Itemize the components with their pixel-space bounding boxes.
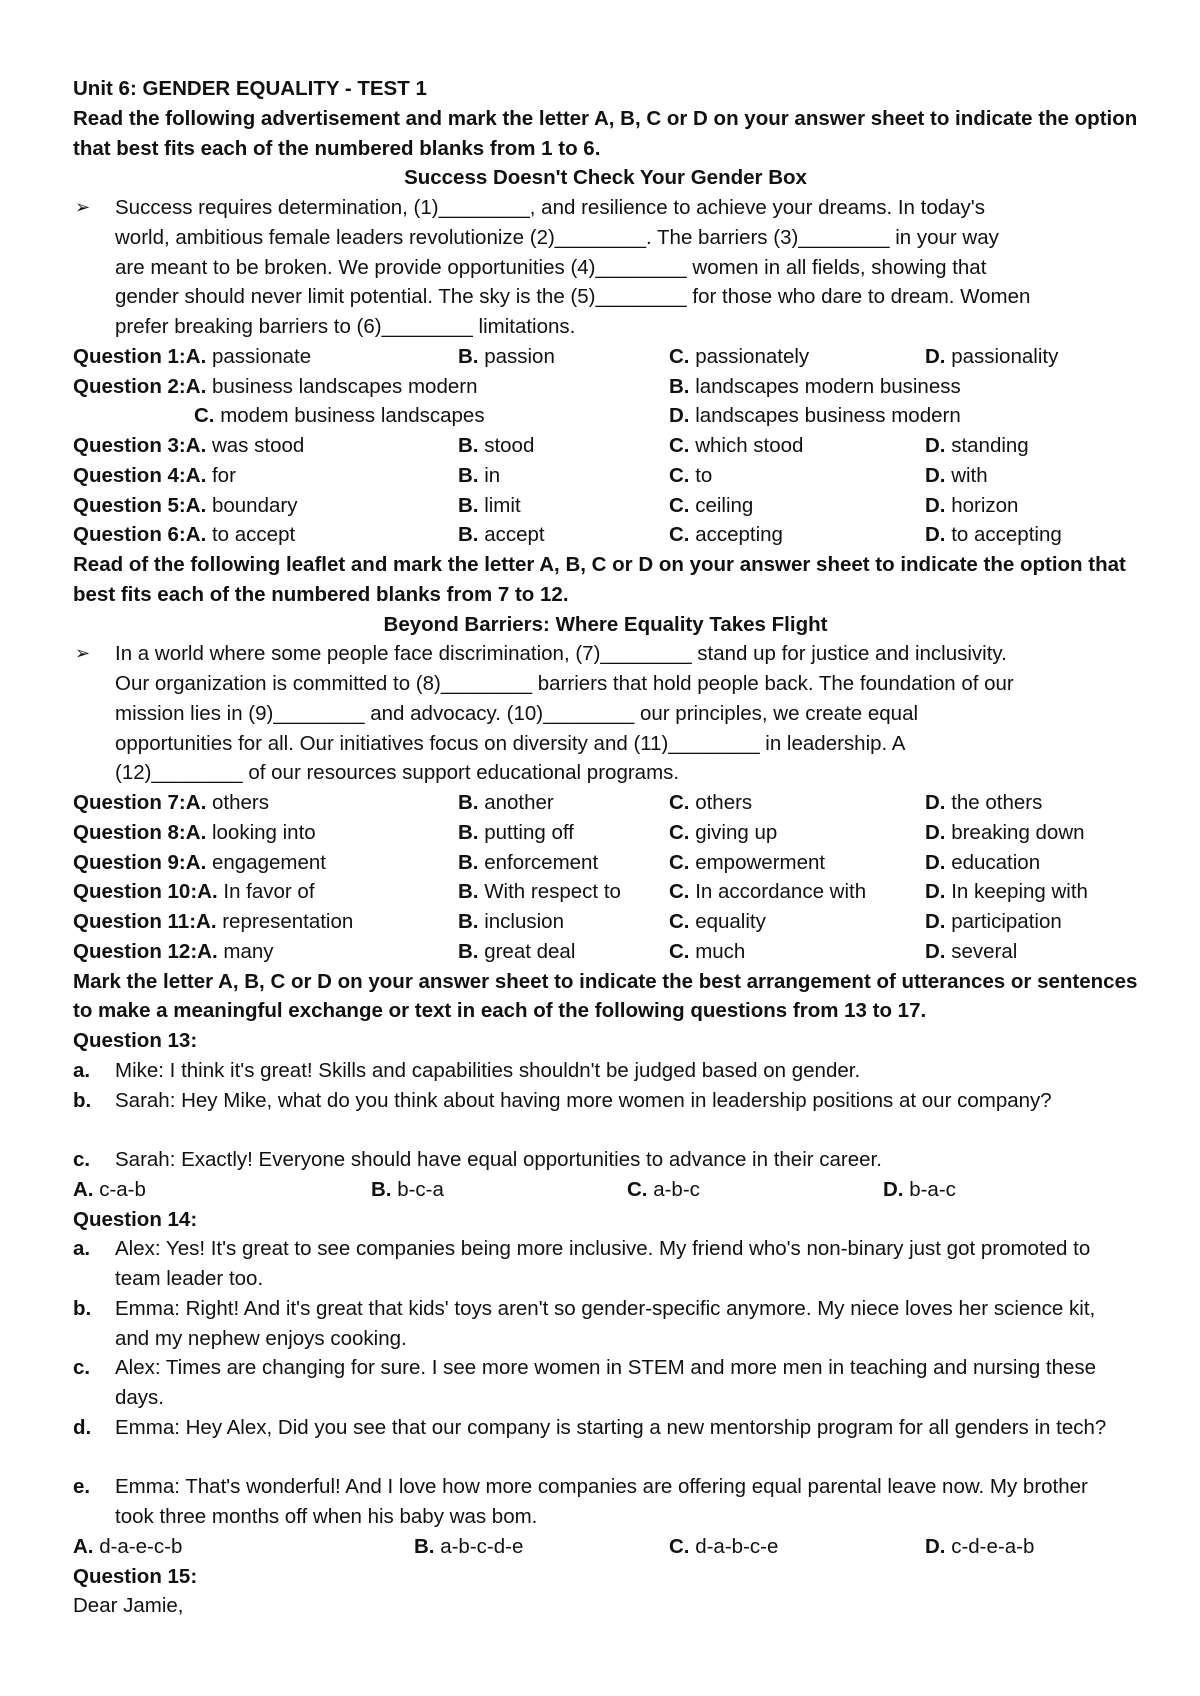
option-letter: A. [197,880,218,904]
option-letter: D. [925,820,946,844]
option-a: for [211,463,236,487]
option-c: d-a-b-c-e [695,1534,779,1558]
item-letter: c. [73,1356,91,1380]
option-letter: D. [925,344,946,368]
passage-line: (12)________ of our resources support educational programs. [115,761,680,785]
option-letter: A. [196,910,217,933]
option-a: passionate [211,344,312,368]
option-letter: B. [371,1177,392,1201]
option-letter: C. [669,493,690,517]
option-b: a-b-c-d-e [440,1534,524,1558]
option-letter: D. [925,493,946,517]
item-text: Emma: Hey Alex, Did you see that our company is starting a new mentorship program for all genders in tech? [115,1415,1107,1439]
list-item [73,1472,1138,1532]
option-letter: B. [458,939,479,963]
option-letter: D. [925,463,946,487]
question-row [73,788,1138,818]
option-b: enforcement [484,850,599,874]
question-label: Question 15: [73,1564,198,1588]
option-d: participation [951,910,1062,933]
option-b: great deal [484,939,576,963]
passage-line: In a world where some people face discrimination, (7)________ stand up for justice and inclusivity. [115,642,1007,666]
list-item [73,1234,1138,1294]
option-d: landscapes business modern [695,404,961,428]
question-label: Question 7: [73,791,186,814]
question-label: Question 13: [73,1029,198,1052]
option-letter: C. [669,463,690,487]
passage-2 [73,639,1138,788]
instruction-3: Mark the letter A, B, C or D on your answer sheet to indicate the best arrangement of utterances or sentences to make a meaningful exchange or text in each of the following questions from 13 to 17. [73,969,1138,1023]
question-row [73,461,1138,491]
passage-line: world, ambitious female leaders revolutionize (2)________. The barriers (3)________ in your way [115,225,999,249]
option-letter: C. [669,791,690,814]
arrow-bullet-icon: ➢ [75,197,91,217]
option-letter: D. [925,791,946,814]
passage-line: Success requires determination, (1)________, and resilience to achieve your dreams. In today's [115,196,985,219]
option-c: In accordance with [695,880,867,904]
option-letter: D. [925,434,946,457]
item-letter: a. [73,1237,91,1261]
option-letter: B. [458,850,479,874]
question-row [73,937,1138,967]
option-letter: B. [414,1534,435,1558]
option-letter: B. [458,820,479,844]
option-letter: D. [925,910,946,933]
option-letter: C. [669,1534,690,1558]
item-letter: a. [73,1058,91,1082]
option-b: b-c-a [397,1177,444,1201]
option-a: d-a-e-c-b [99,1534,183,1558]
option-letter: C. [194,404,215,428]
option-a: others [211,791,269,814]
option-letter: A. [185,493,207,517]
option-a: business landscapes modern [211,374,478,398]
question-label: Question 11: [73,910,197,933]
option-a: c-a-b [99,1177,146,1201]
item-letter: c. [73,1148,91,1171]
question-row [73,520,1138,550]
option-b: passion [484,344,555,368]
question-label: Question 5: [73,493,186,517]
passage-line: prefer breaking barriers to (6)________ limitations. [115,315,576,338]
option-letter: A. [73,1177,94,1201]
option-letter: B. [458,791,479,814]
option-letter: B. [458,880,479,904]
passage-line: Our organization is committed to (8)________ barriers that hold people back. The foundation of our [115,672,1014,695]
option-a: engagement [211,850,326,874]
option-c: modem business landscapes [220,404,485,428]
option-d: several [951,939,1018,963]
question-label: Question 4: [73,463,186,487]
option-letter: A. [185,850,207,874]
option-d: the others [951,791,1043,814]
option-c: which stood [695,434,804,457]
option-d: c-d-e-a-b [951,1534,1035,1558]
question-label: Question 6: [73,523,186,547]
option-letter: C. [669,939,690,963]
item-letter: e. [73,1475,91,1499]
option-c: others [695,791,753,814]
list-item [73,1086,1138,1146]
letter-greeting: Dear Jamie, [73,1594,184,1618]
item-letter: b. [73,1296,92,1320]
item-text: Emma: Right! And it's great that kids' toys aren't so gender-specific anymore. My niece loves her science kit, and my nephew enjoys cooking. [115,1296,1096,1350]
question-label: Question 3: [73,434,186,457]
option-letter: B. [458,523,479,547]
option-letter: C. [627,1177,648,1201]
option-letter: A. [185,791,207,814]
option-letter: D. [925,850,946,874]
question-row [73,372,1138,402]
list-item [73,1145,1138,1175]
option-a: representation [222,910,354,933]
option-letter: A. [197,939,218,963]
option-d: horizon [951,493,1019,517]
list-item [73,1294,1138,1354]
passage-1-heading: Success Doesn't Check Your Gender Box [404,166,807,190]
option-b: With respect to [484,880,621,904]
option-c: empowerment [695,850,826,874]
option-c: much [695,939,746,963]
question-row [73,491,1138,521]
item-letter: d. [73,1415,92,1439]
option-letter: D. [925,523,946,547]
option-letter: A. [185,463,207,487]
option-letter: C. [669,820,690,844]
question-row [73,877,1138,907]
option-letter: A. [185,344,207,368]
passage-line: gender should never limit potential. The sky is the (5)________ for those who dare to dream. Women [115,285,1031,309]
option-letter: C. [669,880,690,904]
option-letter: C. [669,344,690,368]
item-text: Alex: Times are changing for sure. I see more women in STEM and more men in teaching and nursing these days. [115,1356,1097,1409]
option-a: was stood [211,434,305,457]
option-a: In favor of [223,880,315,904]
option-d: b-a-c [909,1177,956,1201]
passage-line: mission lies in (9)________ and advocacy. (10)________ our principles, we create equal [115,701,919,725]
option-a: boundary [211,493,298,517]
question-label: Question 14: [73,1207,198,1231]
option-letter: D. [925,939,946,963]
answer-row [73,1532,1138,1562]
option-letter: A. [185,523,207,547]
option-letter: C. [669,850,690,874]
option-d: with [951,463,988,487]
option-c: giving up [695,820,778,844]
question-label: Question 2: [73,374,186,398]
option-b: in [484,463,501,487]
option-d: In keeping with [951,880,1088,904]
option-b: inclusion [484,910,564,933]
passage-1 [73,193,1138,342]
option-b: accept [484,523,545,547]
option-c: passionately [695,344,810,368]
option-letter: D. [883,1177,904,1201]
option-letter: B. [458,493,479,517]
option-letter: B. [458,910,479,933]
option-d: education [951,850,1041,874]
option-b: limit [484,493,521,517]
option-c: ceiling [695,493,754,517]
instruction-1: Read the following advertisement and mark the letter A, B, C or D on your answer sheet to indicate the option that best fits each of the numbered blanks from 1 to 6. [73,106,1138,160]
option-a: many [223,939,274,963]
option-letter: D. [925,1534,946,1558]
option-letter: D. [669,404,690,428]
question-row [73,401,1138,431]
instruction-2: Read of the following leaflet and mark the letter A, B, C or D on your answer sheet to indicate the option that best fits each of the numbered blanks from 7 to 12. [73,553,1126,606]
option-c: equality [695,910,766,933]
question-row [73,907,1138,937]
option-letter: A. [185,820,207,844]
item-text: Mike: I think it's great! Skills and capabilities shouldn't be judged based on gender. [115,1058,861,1082]
option-letter: C. [669,434,690,457]
option-letter: A. [185,374,207,398]
option-letter: C. [669,910,690,933]
option-c: to [695,463,713,487]
item-letter: b. [73,1088,92,1112]
list-item [73,1413,1138,1473]
item-text: Emma: That's wonderful! And I love how more companies are offering equal parental leave now. My brother took three months off when his baby was bom. [115,1475,1088,1528]
question-label: Question 8: [73,820,186,844]
question-label: Question 9: [73,850,186,874]
item-text: Sarah: Exactly! Everyone should have equal opportunities to advance in their career. [115,1148,882,1171]
option-a: to accept [211,523,296,547]
option-letter: C. [669,523,690,547]
passage-2-heading: Beyond Barriers: Where Equality Takes Flight [383,612,828,636]
option-b: putting off [484,820,574,844]
option-letter: A. [185,434,207,457]
answer-row [73,1175,1138,1205]
option-letter: A. [73,1534,94,1558]
option-a: looking into [211,820,316,844]
option-c: a-b-c [653,1177,700,1201]
option-letter: D. [925,880,946,904]
passage-line: opportunities for all. Our initiatives focus on diversity and (11)________ in leadership. A [115,731,906,755]
option-d: breaking down [951,820,1085,844]
passage-line: are meant to be broken. We provide opportunities (4)________ women in all fields, showing that [115,255,987,279]
question-label: Question 12: [73,939,198,963]
list-item [73,1353,1138,1413]
option-c: accepting [695,523,783,547]
arrow-bullet-icon: ➢ [75,643,91,664]
question-row [73,848,1138,878]
question-row [73,818,1138,848]
page-title: Unit 6: GENDER EQUALITY - TEST 1 [73,77,427,100]
option-d: passionality [951,344,1059,368]
option-d: standing [951,434,1029,457]
option-letter: B. [458,434,479,457]
item-text: Sarah: Hey Mike, what do you think about having more women in leadership positions at our company? [115,1088,1052,1112]
question-row [73,342,1138,372]
option-letter: B. [458,463,479,487]
question-row [73,431,1138,461]
question-label: Question 10: [73,880,198,904]
document-page [73,74,1138,1621]
option-b: stood [484,434,535,457]
list-item [73,1056,1138,1086]
item-text: Alex: Yes! It's great to see companies being more inclusive. My friend who's non-binary just got promoted to team leader too. [115,1237,1091,1290]
option-b: landscapes modern business [695,374,961,398]
question-label: Question 1: [73,344,186,368]
option-d: to accepting [951,523,1062,547]
option-letter: B. [458,344,479,368]
option-letter: B. [669,374,690,398]
option-b: another [484,791,554,814]
